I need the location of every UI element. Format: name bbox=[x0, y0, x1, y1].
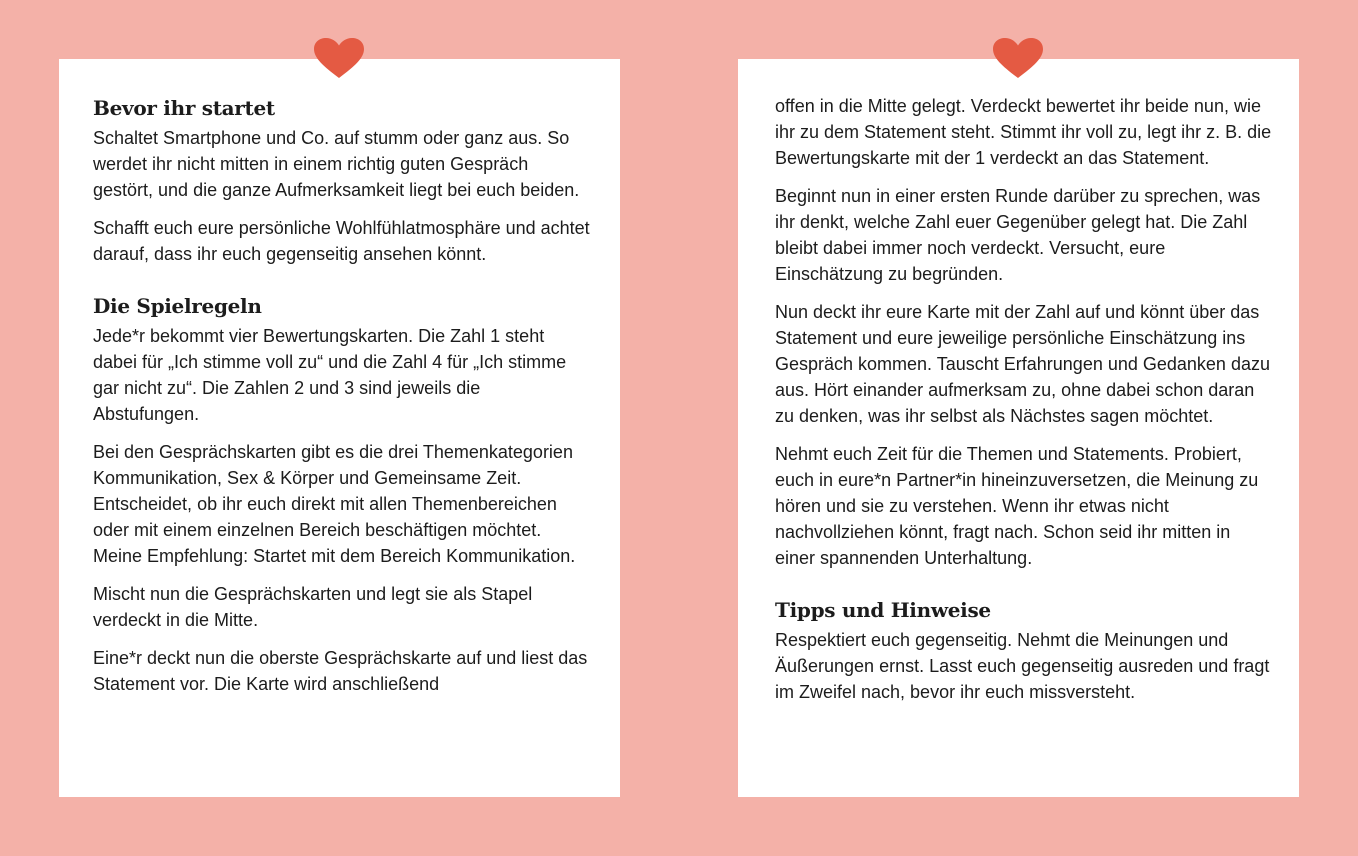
left-card bbox=[59, 59, 620, 797]
paragraph: Schafft euch eure persönliche Wohlfühlatmosphäre und achtet darauf, dass ihr euch gegenseitig ansehen könnt. bbox=[93, 218, 590, 264]
paragraph: Eine*r deckt nun die oberste Gesprächskarte auf und liest das Statement vor. Die Karte wird anschließend bbox=[93, 648, 588, 694]
paragraph: Mischt nun die Gesprächskarten und legt sie als Stapel verdeckt in die Mitte. bbox=[93, 584, 533, 630]
left-card-content bbox=[93, 95, 590, 709]
paragraph: Respektiert euch gegenseitig. Nehmt die Meinungen und Äußerungen ernst. Lasst euch gegenseitig ausreden und fragt im Zweifel nach, bevor ihr euch missversteht. bbox=[775, 630, 1270, 702]
heart-icon bbox=[313, 37, 365, 79]
heading-die-spielregeln: Die Spielregeln bbox=[93, 294, 262, 318]
paragraph: Schaltet Smartphone und Co. auf stumm oder ganz aus. So werdet ihr nicht mitten in einem richtig guten Gespräch gestört, und die ganze Aufmerksamkeit liegt bei euch beiden. bbox=[93, 128, 580, 200]
paragraph: offen in die Mitte gelegt. Verdeckt bewertet ihr beide nun, wie ihr zu dem Statement steht. Stimmt ihr voll zu, legt ihr z. B. die Bewertungskarte mit der 1 verdeckt an das Statement. bbox=[775, 96, 1272, 168]
paragraph: Jede*r bekommt vier Bewertungskarten. Die Zahl 1 steht dabei für „Ich stimme voll zu“ und die Zahl 4 für „Ich stimme gar nicht zu“. Die Zahlen 2 und 3 sind jeweils die Abstufungen. bbox=[93, 326, 567, 424]
paragraph: Nun deckt ihr eure Karte mit der Zahl auf und könnt über das Statement und eure jeweilige persönliche Einschätzung ins Gespräch kommen. Tauscht Erfahrungen und Gedanken dazu aus. Hört einander aufmerksam zu, ohne dabei schon daran zu denken, was ihr selbst als Nächstes sagen möchtet. bbox=[775, 302, 1270, 426]
paragraph: Beginnt nun in einer ersten Runde darüber zu sprechen, was ihr denkt, welche Zahl euer Gegenüber gelegt hat. Die Zahl bleibt dabei immer noch verdeckt. Versucht, eure Einschätzung zu begründen. bbox=[775, 186, 1261, 284]
heading-bevor-ihr-startet: Bevor ihr startet bbox=[93, 96, 275, 120]
paragraph: Nehmt euch Zeit für die Themen und Statements. Probiert, euch in eure*n Partner*in hineinzuversetzen, die Meinung zu hören und sie zu verstehen. Wenn ihr etwas nicht nachvollziehen könnt, fragt nach. Schon seid ihr mitten in einer spannenden Unterhaltung. bbox=[775, 444, 1259, 568]
right-card-content bbox=[775, 93, 1275, 717]
heading-tipps-und-hinweise: Tipps und Hinweise bbox=[775, 598, 991, 622]
right-card bbox=[738, 59, 1299, 797]
paragraph: Bei den Gesprächskarten gibt es die drei Themenkategorien Kommunikation, Sex & Körper und Gemeinsame Zeit. Entscheidet, ob ihr euch direkt mit allen Themenbereichen oder mit einem einzelnen Bereich beschäftigen möchtet. Meine Empfehlung: Startet mit dem Bereich Kommunikation. bbox=[93, 442, 576, 566]
heart-icon bbox=[992, 37, 1044, 79]
